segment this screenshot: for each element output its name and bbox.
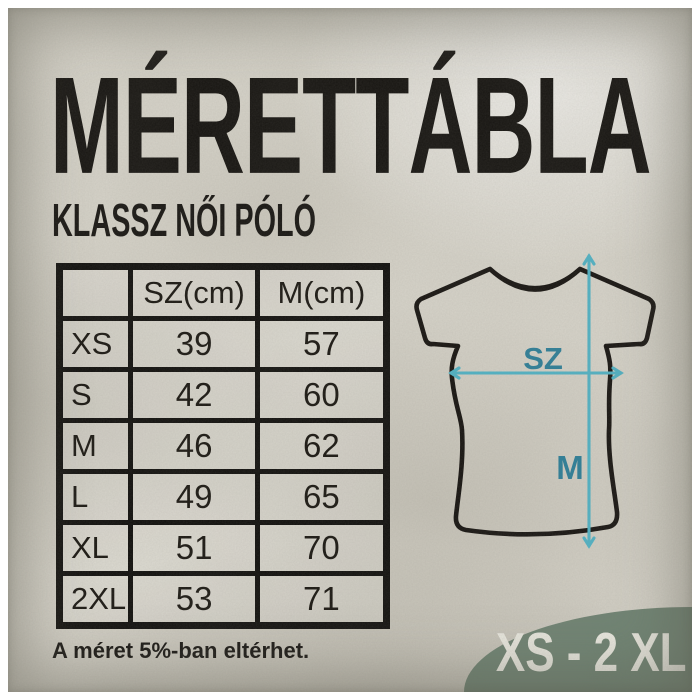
width-value: 49	[133, 474, 259, 525]
height-value: 60	[260, 372, 383, 423]
table-row	[63, 474, 383, 525]
size-column-header	[63, 270, 133, 321]
width-value: 39	[133, 321, 259, 372]
height-arrow	[584, 256, 594, 546]
size-range-text: XS - 2 XL	[495, 621, 687, 683]
height-value: 70	[260, 525, 383, 576]
product-subtitle-text: KLASSZ NŐI PÓLÓ	[52, 193, 317, 246]
size-label: L	[63, 474, 133, 525]
height-column-header: M(cm)	[260, 270, 383, 321]
width-value: 51	[133, 525, 259, 576]
size-label: XS	[63, 321, 133, 372]
width-value: 53	[133, 576, 259, 622]
height-value: 65	[260, 474, 383, 525]
page-title-text: MÉRETTÁBLA	[50, 48, 651, 204]
size-label: 2XL	[63, 576, 133, 622]
size-label: XL	[63, 525, 133, 576]
table-header-row	[63, 270, 383, 321]
tshirt-diagram	[406, 248, 676, 558]
width-label: SZ	[523, 341, 563, 376]
table-row	[63, 525, 383, 576]
width-value: 42	[133, 372, 259, 423]
width-column-header: SZ(cm)	[133, 270, 259, 321]
table-row	[63, 372, 383, 423]
tshirt-collar-icon	[495, 272, 575, 287]
page-title	[50, 48, 692, 204]
product-subtitle	[52, 193, 465, 246]
textured-card	[8, 8, 692, 692]
table-row	[63, 576, 383, 622]
height-value: 62	[260, 423, 383, 474]
table-row	[63, 423, 383, 474]
height-value: 71	[260, 576, 383, 622]
table-row	[63, 321, 383, 372]
size-table	[56, 263, 390, 629]
height-label: M	[556, 449, 584, 486]
size-range-badge	[464, 607, 692, 692]
disclaimer-note: A méret 5%-ban eltérhet.	[52, 638, 310, 663]
size-label: M	[63, 423, 133, 474]
height-value: 57	[260, 321, 383, 372]
tshirt-outline-icon	[417, 269, 654, 534]
width-value: 46	[133, 423, 259, 474]
size-label: S	[63, 372, 133, 423]
